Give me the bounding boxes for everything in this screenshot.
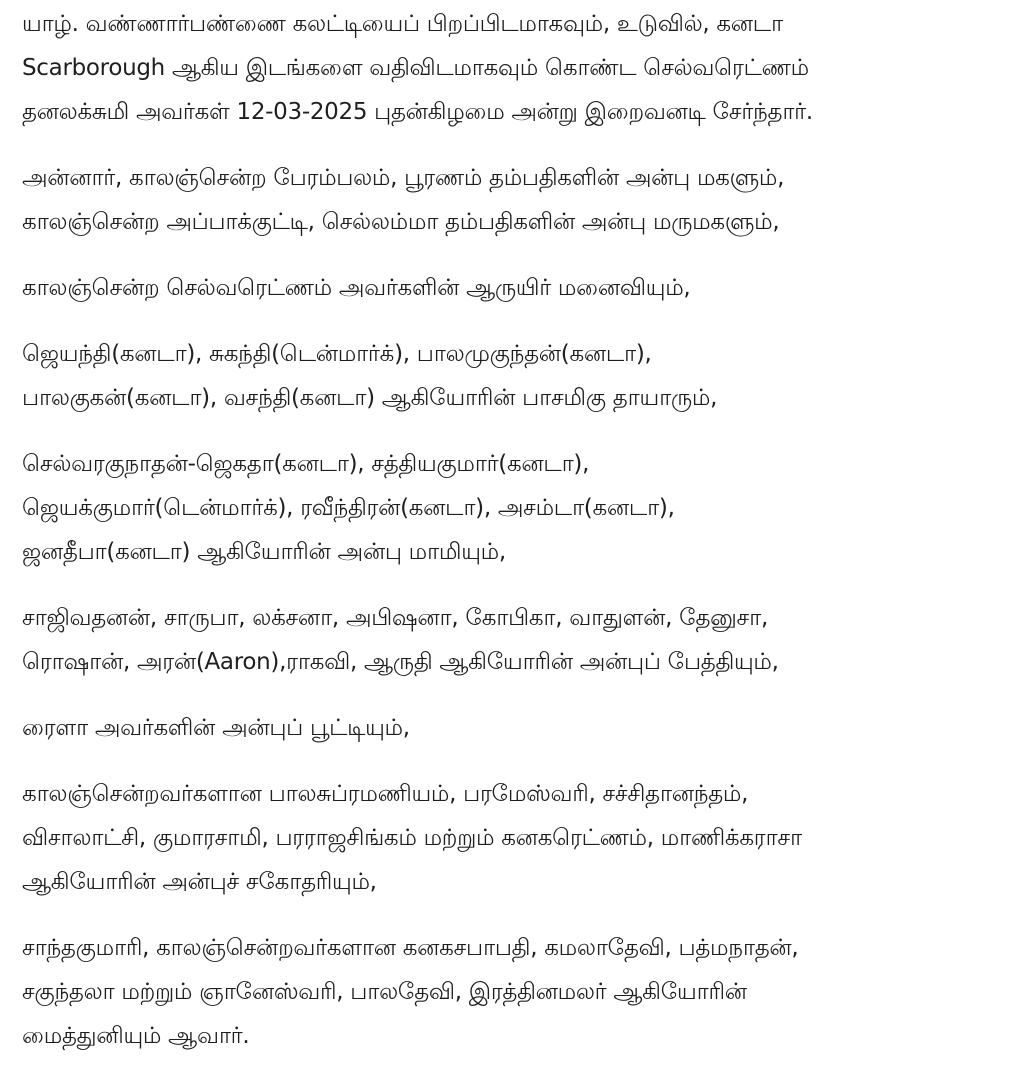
obituary-article	[0, 2, 1023, 1058]
text-line: சாஜிவதனன், சாருபா, லக்சனா, அபிஷனா, கோபிகா, வாதுளன், தேனுசா,	[22, 605, 768, 631]
paragraph-siblings-in-law	[22, 926, 1001, 1058]
text-line: பாலகுகன்(கனடா), வசந்தி(கனடா) ஆகியோரின் பாசமிகு தாயாரும்,	[22, 385, 718, 411]
text-line: மைத்துனியும் ஆவார்.	[22, 1023, 250, 1049]
text-line: செல்வரகுநாதன்-ஜெகதா(கனடா), சத்தியகுமார்(கனடா),	[22, 451, 590, 477]
text-line: காலஞ்சென்றவர்களான பாலசுப்ரமணியம், பரமேஸ்வரி, சச்சிதானந்தம்,	[22, 781, 749, 807]
text-line: ஜனதீபா(கனடா) ஆகியோரின் அன்பு மாமியும்,	[22, 539, 506, 565]
text-line: ரொஷான், அரன்(Aaron),ராகவி, ஆருதி ஆகியோரின் அன்புப் பேத்தியும்,	[22, 649, 779, 675]
paragraph-siblings	[22, 772, 1001, 904]
text-line: காலஞ்சென்ற அப்பாக்குட்டி, செல்லம்மா தம்பதிகளின் அன்பு மருமகளும்,	[22, 209, 780, 235]
paragraph-children-in-law	[22, 442, 1001, 574]
text-line: ரைளா அவர்களின் அன்புப் பூட்டியும்,	[22, 715, 410, 741]
text-line: தனலக்சுமி அவர்கள் 12-03-2025 புதன்கிழமை அன்று இறைவனடி சேர்ந்தார்.	[22, 99, 813, 125]
paragraph-parents	[22, 156, 1001, 244]
text-line: சாந்தகுமாரி, காலஞ்சென்றவர்களான கனகசபாபதி, கமலாதேவி, பத்மநாதன்,	[22, 935, 799, 961]
paragraph-grandchildren	[22, 596, 1001, 684]
text-line: அன்னார், காலஞ்சென்ற பேரம்பலம், பூரணம் தம்பதிகளின் அன்பு மகளும்,	[22, 165, 785, 191]
text-line: ஜெயக்குமார்(டென்மார்க்), ரவீந்திரன்(கனடா), அசம்டா(கனடா),	[22, 495, 675, 521]
paragraph-birth-and-death	[22, 2, 1001, 134]
text-line: சகுந்தலா மற்றும் ஞானேஸ்வரி, பாலதேவி, இரத்தினமலர் ஆகியோரின்	[22, 979, 747, 1005]
paragraph-spouse	[22, 266, 1001, 310]
paragraph-great-grandchild	[22, 706, 1001, 750]
text-line: ஆகியோரின் அன்புச் சகோதரியும்,	[22, 869, 377, 895]
text-line: Scarborough ஆகிய இடங்களை வதிவிடமாகவும் கொண்ட செல்வரெட்ணம்	[22, 55, 809, 81]
text-line: விசாலாட்சி, குமாரசாமி, பரராஜசிங்கம் மற்றும் கனகரெட்ணம், மாணிக்கராசா	[22, 825, 802, 851]
paragraph-children	[22, 332, 1001, 420]
text-line: ஜெயந்தி(கனடா), சுகந்தி(டென்மார்க்), பாலமுகுந்தன்(கனடா),	[22, 341, 652, 367]
text-line: யாழ். வண்ணார்பண்ணை கலட்டியைப் பிறப்பிடமாகவும், உடுவில், கனடா	[22, 11, 783, 37]
text-line: காலஞ்சென்ற செல்வரெட்ணம் அவர்களின் ஆருயிர் மனைவியும்,	[22, 275, 691, 301]
